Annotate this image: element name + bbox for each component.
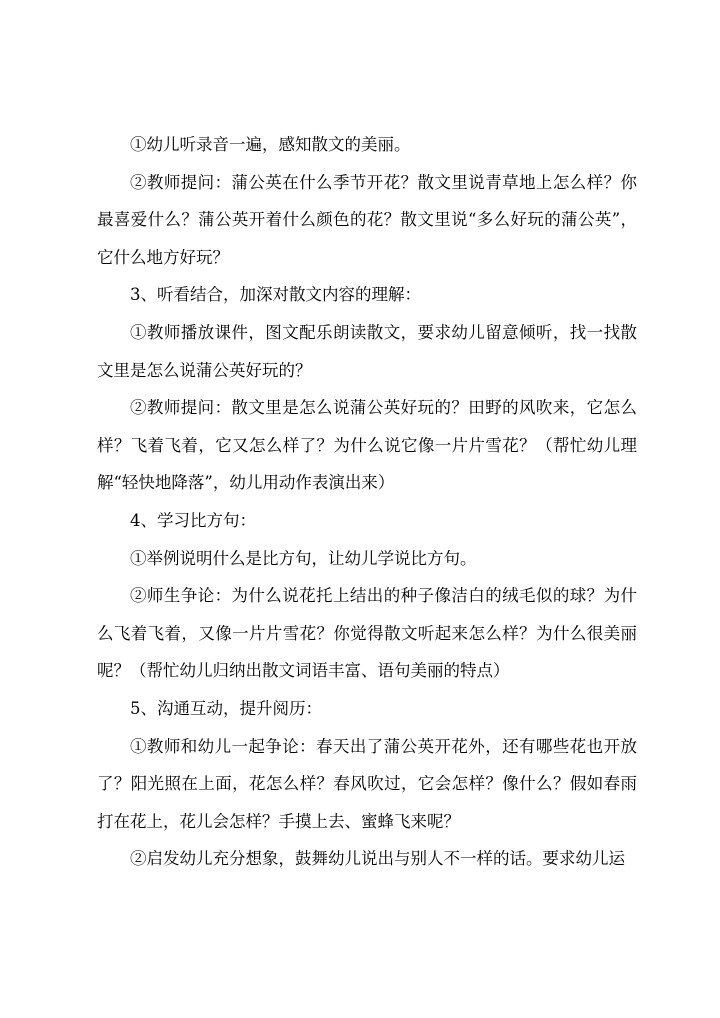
paragraph-teacher-questions-2: ②教师提问：散文里是怎么说蒲公英好玩的？田野的风吹来，它怎么样？飞着飞着，它又怎么样了？为什么说它像一片片雪花？（帮忙幼儿理解“轻快地降落”，幼儿用动作表演出来）: [97, 398, 637, 493]
paragraph-imagination: ②启发幼儿充分想象，鼓舞幼儿说出与别人不一样的话。要求幼儿运: [130, 849, 625, 869]
paragraph-discussion-2: ①教师和幼儿一起争论：春天出了蒲公英开花外，还有哪些花也开放了？阳光照在上面，花怎么样？春风吹过，它会怎样？像什么？假如春雨打在花上，花儿会怎样？手摸上去、蜜蜂飞来呢？: [97, 736, 637, 831]
paragraph-teacher-questions-1: ②教师提问：蒲公英在什么季节开花？散文里说青草地上怎么样？你最喜爱什么？蒲公英开着什么颜色的花？散文里说“多么好玩的蒲公英”，它什么地方好玩？: [97, 172, 637, 267]
heading-step-3: 3、听看结合，加深对散文内容的理解：: [130, 285, 421, 305]
paragraph-discussion-1: ②师生争论：为什么说花托上结出的种子像洁白的绒毛似的球？为什么飞着飞着，又像一片片雪花？你觉得散文听起来怎么样？为什么很美丽呢？（帮忙幼儿归纳出散文词语丰富、语句美丽的特点）: [97, 586, 637, 681]
heading-step-5: 5、沟通互动，提升阅历：: [130, 698, 322, 718]
paragraph-metaphor-example: ①举例说明什么是比方句，让幼儿学说比方句。: [130, 548, 477, 568]
paragraph-listen-recording: ①幼儿听录音一遍，感知散文的美丽。: [130, 135, 411, 154]
heading-step-4: 4、学习比方句：: [130, 510, 256, 530]
paragraph-courseware-reading: ①教师播放课件，图文配乐朗读散文，要求幼儿留意倾听，找一找散文里是怎么说蒲公英好玩的？: [97, 322, 637, 380]
body-text: [97, 126, 637, 878]
